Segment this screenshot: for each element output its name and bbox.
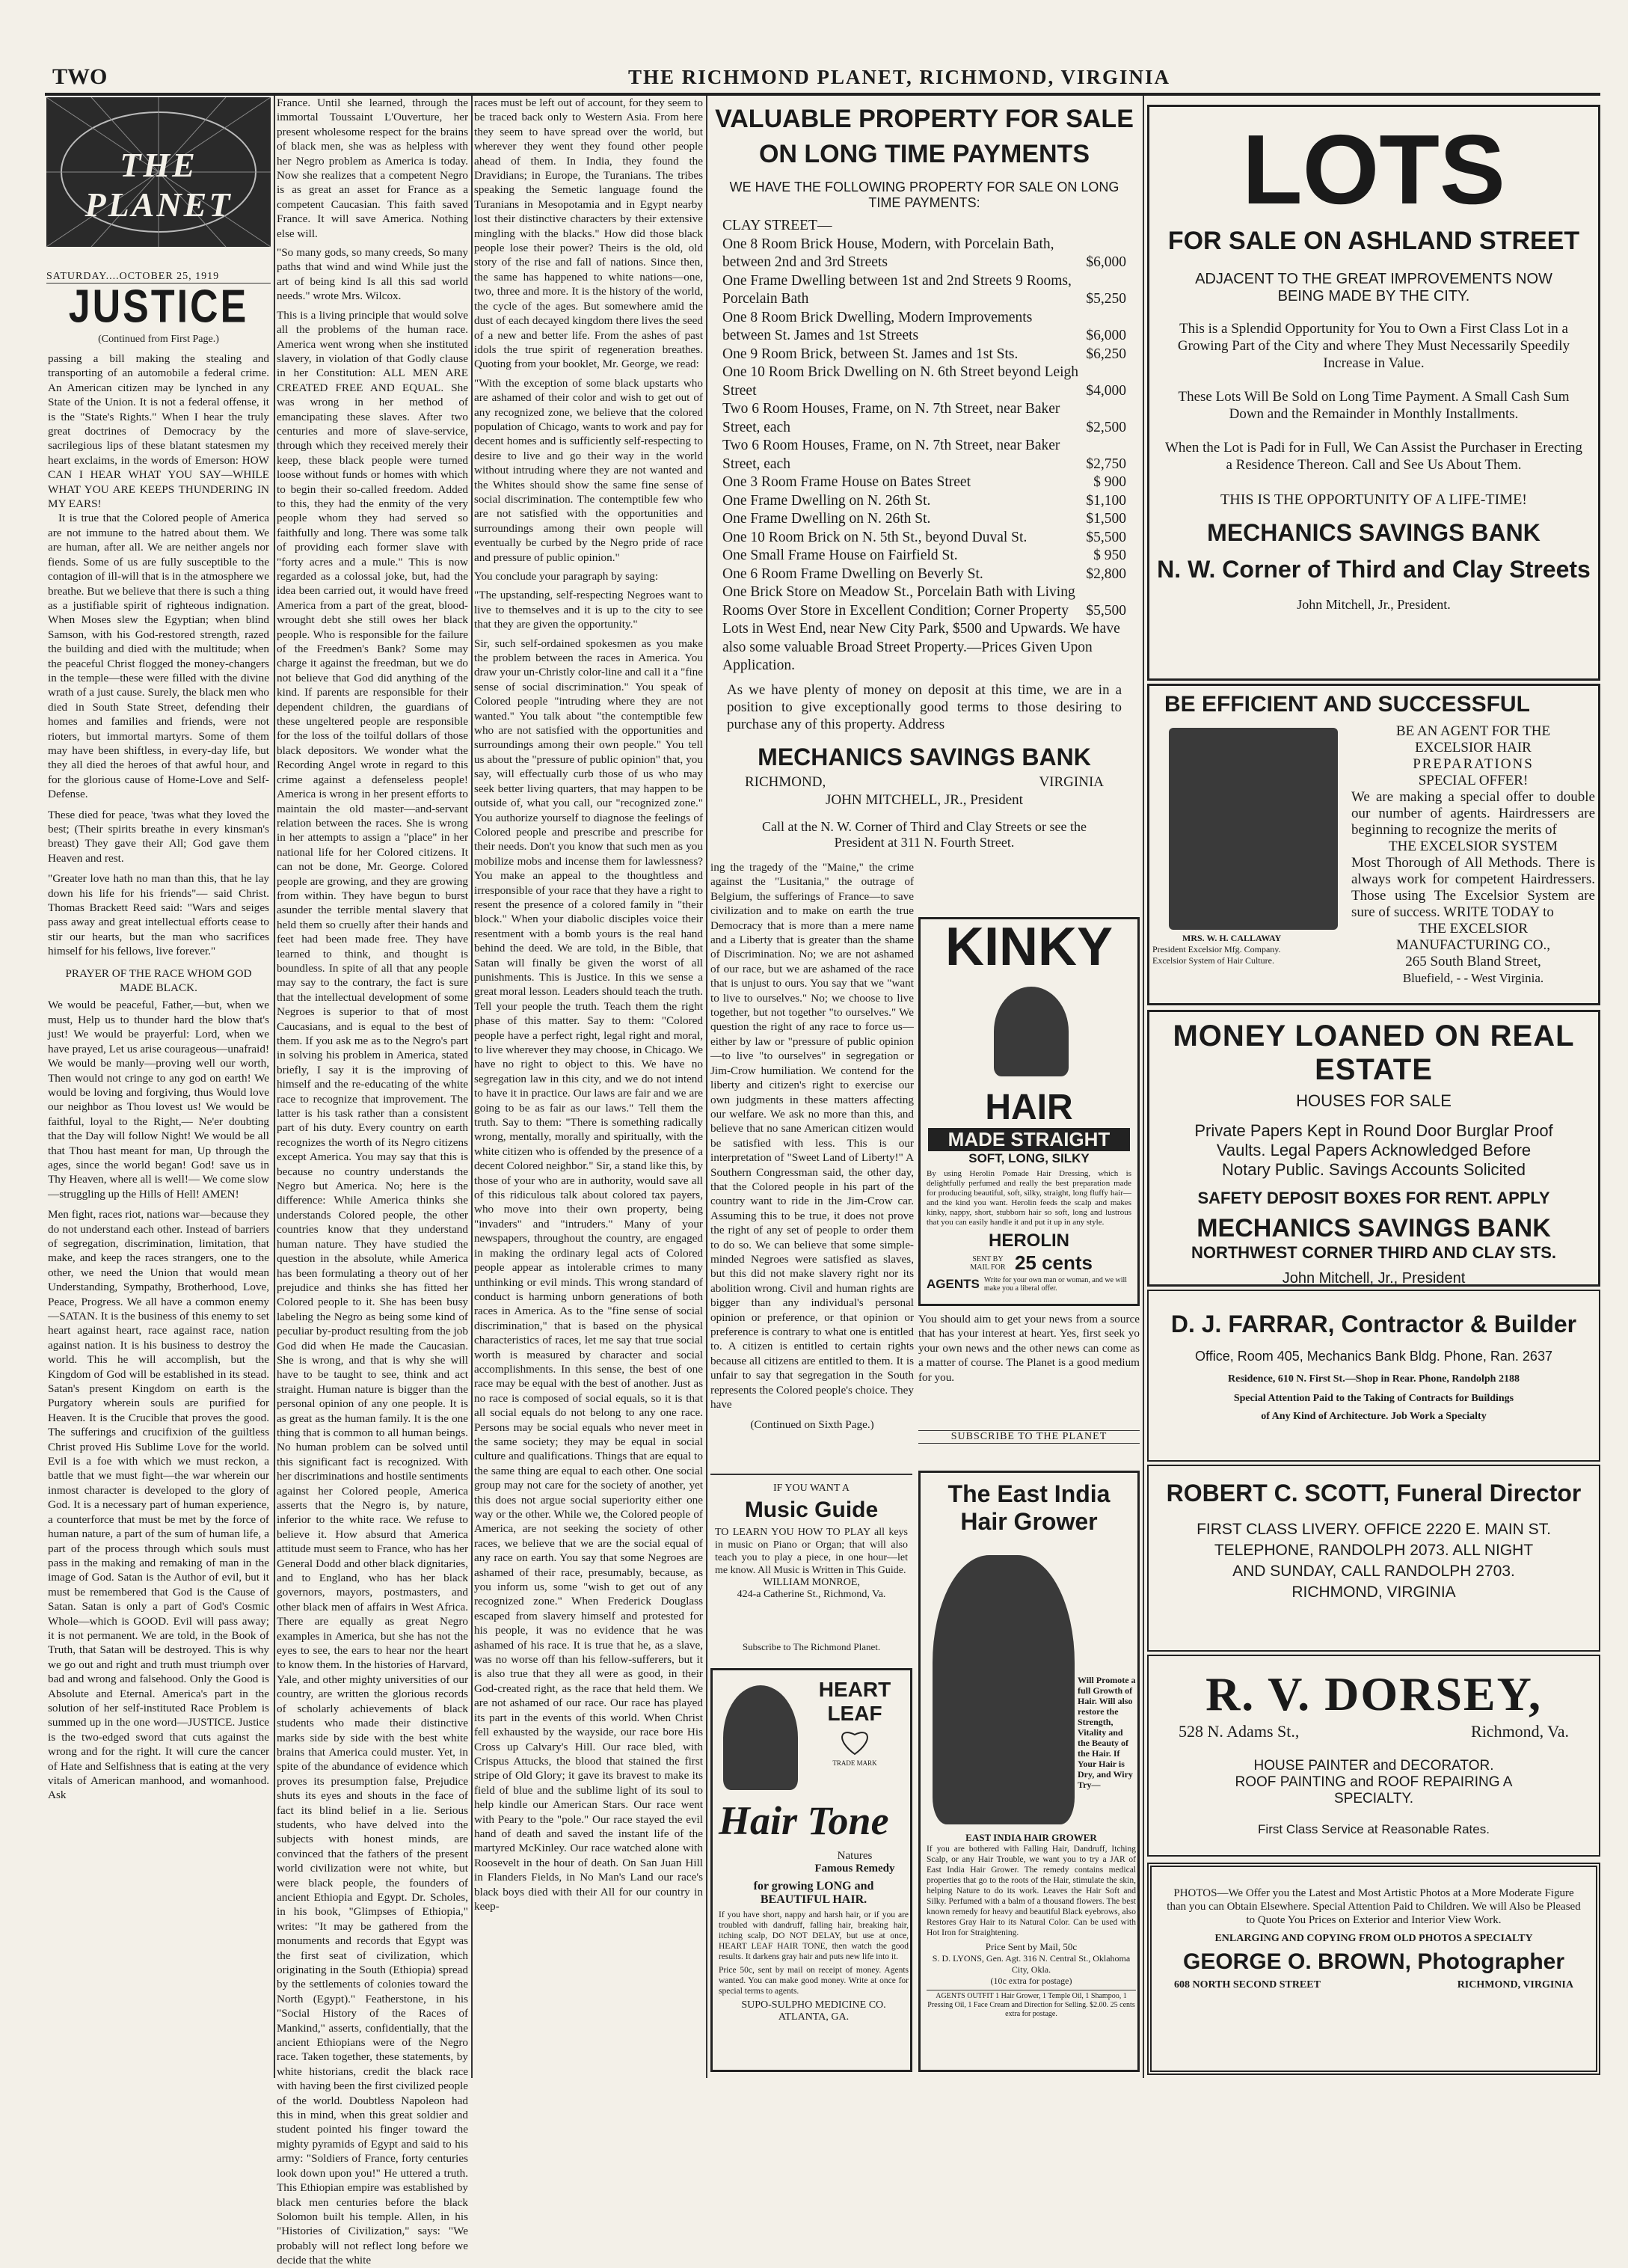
lots-corner: N. W. Corner of Third and Clay Streets [1157, 556, 1591, 583]
prayer-title: PRAYER OF THE RACE WHOM GOD MADE BLACK. [65, 966, 252, 995]
scott-line-4: RICHMOND, VIRGINIA [1291, 1584, 1456, 1601]
kinky-price [921, 1251, 1137, 1275]
newspaper-title: THE RICHMOND PLANET, RICHMOND, VIRGINIA [628, 66, 1171, 88]
east-india-agent: S. D. LYONS, Gen. Agt. 316 N. Central St., Oklahoma City, Okla. [932, 1953, 1131, 1975]
property-ad [709, 97, 1140, 859]
property-item [722, 547, 1126, 566]
column-rule [1143, 96, 1144, 2078]
heart-price: Price 50c, sent by mail on receipt of money. Agents wanted. You can make good money. Write at once for special terms to agents. [719, 1966, 909, 1996]
lots-president: John Mitchell, Jr., President. [1297, 597, 1451, 612]
property-item [722, 309, 1126, 346]
excelsior-system: THE EXCELSIOR SYSTEM [1389, 839, 1558, 854]
article-paragraph: passing a bill making the stealing and transporting of an automobile a federal crime. An American citizen may be lynched in any State of the Union. It is not a federal offense, it is the "State's Rights." When I hear the truly great doctrines of Democracy by the sacrilegious lips of these blatant statesmen my heart exclaims, in the words of Emerson: HOW CAN I HEAR WHAT YOU SAY—WHILE WHAT YOU ARE KEEPS THUNDERING IN MY EARS! [48, 352, 269, 511]
property-item [722, 272, 1126, 309]
poem: "So many gods, so many creeds, So many paths that wind and wind While just the art of being kind Is all this sad world needs." wrote Mrs. Wilcox. [277, 246, 468, 303]
brown-address: 608 NORTH SECOND STREET [1174, 1979, 1321, 1990]
dorsey-address-row [1179, 1722, 1569, 1741]
lots-subtitle: FOR SALE ON ASHLAND STREET [1167, 227, 1580, 255]
kinky-title: KINKY [944, 917, 1113, 977]
property-items [722, 236, 1126, 621]
heart-description: If you have short, nappy and harsh hair, or if you are troubled with dandruff, falling hair, breaking hair, itching scalp, DO NOT DELAY, but use at once, HEART LEAF HAIR TONE, then watch the good results. It darkens gray hair and puts new life into it. [719, 1910, 909, 1961]
east-india-price: Price Sent by Mail, 50c [985, 1941, 1078, 1952]
dateline: SATURDAY....OCTOBER 25, 1919 [46, 271, 271, 284]
article-paragraph: races must be left out of account, for they seem to be traced back only to Western Asia. From here they seem to have spread over the world, but wherever they went they found other people ahead of them. In India, they found the Dravidians; in Europe, the Turanians. The tribes speaking the Semetic language found the Turanians in Mesopotamia and in Egypt nearby lost their distinctive characters by their extensive mingling with the blacks." How did those black people lose their power? Theirs is the old, old story of the rise and fall of nations. Since then, the same has happened to white nations—one, two, three and more. It is the history of the world, the cycle of the ages. But somewhere amid the dust of each decayed kingdom there lives the seed of a new and better life. From the ashes of past idols the true spirit of regeneration breathes. Quoting from your booklet, Mr. George, we read: [474, 96, 703, 371]
woman-portrait [723, 1685, 798, 1790]
quotation: "With the exception of some black upstarts who are ashamed of their color and wish to get out of any recognized zone, we believe that the colored population of Chicago, wants to work and pay for decent homes and is sufficiently self-respecting to desire to live and go their way in the world without intruding where they are not wanted and the Whites should show the same fine sense of social discrimination. The contemptible few who are not satisfied with the opportunities and surroundings among their own people will eventually be curbed by the Negro pride of race and pressure of public opinion." [474, 376, 703, 564]
property-item [722, 566, 1126, 584]
property-title-1: VALUABLE PROPERTY FOR SALE [715, 105, 1134, 133]
excelsior-ad [1147, 684, 1600, 1005]
property-price: $ 900 [1093, 474, 1126, 490]
property-price: $ 950 [1093, 548, 1126, 563]
property-price: $6,000 [1086, 254, 1126, 270]
caption-system: Excelsior System of Hair Culture. [1152, 955, 1274, 966]
kinky-body: By using Herolin Pomade Hair Dressing, which is delightfully perfumed and really the best preparation made for producing beautiful, soft, silky, straight, long fluffy hair—and the kind you want. Herolin feeds the scalp and makes kinky, nappy, short, stubborn hair so soft, long and lustrous that you can easily handle it and put it up in any style. [927, 1169, 1131, 1227]
property-item [722, 364, 1126, 400]
money-bank: MECHANICS SAVINGS BANK [1197, 1214, 1551, 1242]
brown-address-row [1174, 1979, 1573, 1991]
bank-name: MECHANICS SAVINGS BANK [758, 743, 1091, 770]
price: 25 cents [1014, 1251, 1093, 1274]
property-price: $5,250 [1086, 291, 1126, 307]
music-body: TO LEARN YOU HOW TO PLAY all keys in music on Piano or Organ; that will also teach you to play a piece, in one hour—let me know. All Music is Written in This Guide. [715, 1527, 908, 1576]
beautiful-hair: BEAUTIFUL HAIR. [760, 1893, 867, 1906]
property-description: One Frame Dwelling between 1st and 2nd Streets 9 Rooms, Porcelain Bath [722, 272, 1072, 307]
property-description: One 8 Room Brick Dwelling, Modern Improvements between St. James and 1st Streets [722, 309, 1033, 343]
property-description: One 8 Room Brick House, Modern, with Porcelain Bath, between 2nd and 3rd Streets [722, 236, 1054, 270]
property-price: $1,500 [1086, 511, 1126, 527]
money-heading: MONEY LOANED ON REAL ESTATE [1173, 1020, 1575, 1086]
lots-paragraph-1: This is a Splendid Opportunity for You to Own a First Class Lot in a Growing Part of the City and where They Must Necessarily Speedily Increase in Value. [1177, 321, 1570, 371]
article-paragraph: You should aim to get your news from a source that has your interest at heart. Yes, first seek yo your own news and the other news can come as a matter of course. The Planet is a good medium for you. [918, 1313, 1140, 1384]
heart-tagline [802, 1850, 907, 1875]
property-description: One Brick Store on Meadow St., Porcelain Bath with Living Rooms Over Store in Excellent Condition; Corner Property [722, 584, 1075, 619]
heart-city: ATLANTA, GA. [778, 2011, 850, 2023]
poem: These died for peace, 'twas what they loved the best; (Their spirits breathe in every kinsman's breast) They gave their All; God gave them Heaven and rest. [48, 808, 269, 865]
woman-portrait [994, 987, 1069, 1076]
money-loaned-ad [1147, 1010, 1600, 1287]
excelsior-body-2: Most Thorough of All Methods. There is always work for competent Hairdressers. Those using The Excelsior System are sure of success. WRITE TODAY to [1351, 855, 1595, 920]
column-rule [274, 96, 275, 2078]
bank-city: RICHMOND, [745, 773, 826, 790]
justice-title: JUSTICE [68, 281, 249, 333]
property-price: $2,500 [1086, 419, 1126, 435]
property-item [722, 236, 1126, 272]
east-india-extra: (10c extra for postage) [990, 1976, 1072, 1986]
excelsior-line-2: EXCELSIOR HAIR [1415, 740, 1532, 756]
money-line-1: Private Papers Kept in Round Door Burglar Proof [1194, 1121, 1553, 1140]
bank-call-note: Call at the N. W. Corner of Third and Clay Streets or see the President at 311 N. Fourth Street. [761, 818, 1087, 850]
property-item [722, 529, 1126, 548]
property-item [722, 473, 1126, 492]
property-description: One 3 Room Frame House on Bates Street [722, 474, 971, 490]
bank-president: JOHN MITCHELL, JR., President [826, 791, 1023, 808]
music-if: IF YOU WANT A [772, 1483, 850, 1494]
famous-remedy: Famous Remedy [814, 1863, 895, 1875]
kinky-hair-ad [918, 917, 1140, 1306]
dorsey-ad [1147, 1655, 1600, 1857]
property-item [722, 437, 1126, 473]
article-paragraph: "Greater love hath no man than this, that he lay down his life for his friends"— said Christ. Thomas Brackett Reed said: "Wars and seiges pass away and great intellectual efforts cease to stir our hearts, but the man who sacrifices himself for his fellows, live forever." [48, 872, 269, 958]
article-paragraph: This is a living principle that would solve all the problems of the human race. America went wrong when she instituted slavery, in violation of that Godly clause in her Constitution: ALL MEN ARE CREATED FREE AND EQUAL. She was wrong in her method of emancipating these slaves. After two centuries and more of slave-service, through which they received merely their keep, these black people were turned loose without funds or homes with which to begin their so-called freedom. Added to this, they had the enmity of the very people whom they had served so faithfully and long. There was some talk of providing each former slave with "forty acres and a mule." This is now regarded as a colossal joke, but, had the idea been carried out, it would have freed America from a part of the great, blood-wrought debt she still owes her black people. Who is responsible for the failure of the Freedmen's Bank? Some may charge it against the freedman, but we do not believe that God did anything of the kind. If parents are responsible for their dependent children, the guardians of these ungeltered people are responsible for the loss of the toilful dollars of those black depositors. We wonder what the Recording Angel wrote in regard to this crime against a defenseless people! America is wrong in her present efforts to maintain the old master—and-servant relation between the races. She is wrong in her attempts to assign a "place" in her national life for her Colored citizens. It can not be done, Mr. George. Colored people are growing, and they are growing from within. They have begun to burst asunder the terrible mental slavery that held them so cruelly after their hands and feet had been made free. They have learned to think, and thought is boundless. In spite of all that any people may say to the contrary, the fact is sure that the intellectual development of some Negroes is superior to that of most Caucasians, and is equal to the best of them. If you ask me as to the Negro's part in solving his problem in America, stated briefly, I say it is the improving of himself and the re-educating of the white race to recognize that improvement. The latter is his task rather than a consistent part of his duty. Every country on earth recognizes the worth of its Negro citizens except America. You may say that this is because no country understands the Negro but America. No; here is the difference: While America thinks she understands Colored people, the other countries know that they understand human nature. They have studied the question in the absolute, while America has been formulating a theory out of her prejudice and thinks she has fitted her Colored people to it. She has been busy labeling the Negro as being some kind of peculiar by-product resulting from the job God did when He made the Caucasian. She is wrong, and that is why she will have to be taught to see, think and act straight. Human nature is bigger than the personal opinion of any one people. It is as great as the human family. It is the one thing that is common to all human beings. No human problem can be solved until this significant fact is recognized. With her discriminations and hostile sentiments against her Colored people, America asserts that the Negro is, by nature, inferior to the white race. We refuse to believe it. How absurd that America attitude must seem to France, who has her General Dodd and other black dignitaries, and to England, who has her black governors, mayors, postmasters, and other black men of affairs in West Africa. There are equally as great Negro examples in America, but she has not the eyes to see, the ears to hear nor the heart to know them. In the histories of Harvard, Yale, and other mighty universities of our country, are written the glorious records of scholarly achievements of black students who made their distinctive marks side by side with the best white brains that America could muster. Yet, in spite of the abundance of evidence which proves its presumption false, Prejudice shuts its eyes and shouts in the face of fact its blind belief in a lie. Serious students, who have delved into the subjects with honest minds, are convinced that the fathers of the present world civilization were not white, but were black people, the founders of ancient Ethiopia and Egypt. Dr. Scholes, in his book, "Glimpses of Ethiopia," writes: "It may be gathered from the monuments and records that Egypt was the first seat of civilization, which originating in the South (Ethiopia) spread by the settlements of colonies toward the North (Egypt)." Featherstone, in his "Social History of the Races of Mankind," asserts, confidentially, that the ancient Ethiopians were of the Negro race. Taken together, these statements, by white historians, credit the black race with having been the first civilized people of the world. Doubtless Napoleon had this in mind, when this great soldier and student pointed his finger toward the mighty pyramids of Egypt and said to his army: "Soldiers of France, forty centuries look down upon you!" He uttered a truth. This Ethiopian empire was established by black men centuries before the black Solomon built his temple. Allen, in his "Histories of Civilization," says: "We probably will not reflect long before we decide that the white [277, 308, 468, 2267]
excelsior-body: We are making a special offer to double our number of agents. Hairdressers are beginning to recognize the merits of [1351, 789, 1595, 838]
lots-paragraph-2: These Lots Will Be Sold on Long Time Payment. A Small Cash Sum Down and the Remainder in Monthly Installments. [1178, 389, 1570, 422]
quotation: "The upstanding, self-respecting Negroes want to live to themselves and it is up to the city to see that they are given the opportunity." [474, 589, 703, 631]
column-1 [48, 352, 269, 2079]
lots-adjacent: ADJACENT TO THE GREAT IMPROVEMENTS NOW BEING MADE BY THE CITY. [1195, 271, 1552, 304]
houses-for-sale: HOUSES FOR SALE [1296, 1091, 1452, 1110]
property-description: One 6 Room Frame Dwelling on Beverly St. [722, 566, 983, 582]
property-price: $2,800 [1086, 566, 1126, 582]
column-rule [706, 96, 707, 2078]
farrar-line-4: of Any Kind of Architecture. Job Work a Specialty [1261, 1411, 1487, 1422]
heart-leaf-logo [802, 1678, 907, 1767]
lots-paragraph-3: When the Lot is Padi for in Full, We Can Assist the Purchaser in Erecting a Residence Thereon. Call and See Us About Them. [1164, 440, 1582, 473]
money-president: John Mitchell, Jr., President [1282, 1270, 1466, 1287]
soft-long-silky: SOFT, LONG, SILKY [968, 1151, 1090, 1165]
hair-tone-title: Hair Tone [719, 1798, 889, 1843]
dorsey-line-2: ROOF PAINTING and ROOF REPAIRING A SPECIALTY. [1235, 1774, 1513, 1806]
made-straight: MADE STRAIGHT [928, 1128, 1130, 1151]
money-corner: NORTHWEST CORNER THIRD AND CLAY STS. [1191, 1243, 1557, 1262]
scott-heading: ROBERT C. SCOTT, Funeral Director [1166, 1480, 1582, 1507]
farrar-line-2: Residence, 610 N. First St.—Shop in Rear. Phone, Randolph 2188 [1228, 1373, 1520, 1385]
dorsey-line-3: First Class Service at Reasonable Rates. [1258, 1822, 1490, 1836]
caption-name: MRS. W. H. CALLAWAY [1182, 933, 1282, 943]
east-india-description: If you are bothered with Falling Hair, Dandruff, Itching Scalp, or any Hair Trouble, we want you to try a JAR of East India Hair Grower. The remedy contains medical properties that go to the roots of the Hair, stimulate the skin, helping Nature to do its work. Leaves the Hair Soft and Silky. Perfumed with a balm of a thousand flowers. The best known remedy for heavy and beautiful Black eyebrows, also Restores Gray Hair to its Natural Color. Can be used with Hot Iron for Straightening. [927, 1845, 1136, 1937]
dorsey-city: Richmond, Va. [1471, 1722, 1569, 1741]
music-title: Music Guide [744, 1498, 879, 1522]
for-growing: for growing LONG and [753, 1880, 874, 1892]
logo-text: THE PLANET [85, 146, 233, 224]
property-subtitle: WE HAVE THE FOLLOWING PROPERTY FOR SALE ON LONG TIME PAYMENTS: [729, 180, 1119, 210]
hair-label: HAIR [985, 1088, 1073, 1127]
excelsior-place: Bluefield, - - West Virginia. [1402, 971, 1544, 985]
property-description: Two 6 Room Houses, Frame, on N. 7th Street, near Baker Street, each [722, 438, 1060, 472]
dorsey-heading: R. V. DORSEY, [1205, 1667, 1542, 1720]
brown-enlarging: ENLARGING AND COPYING FROM OLD PHOTOS A SPECIALTY [1214, 1933, 1533, 1944]
east-india-body [927, 1832, 1136, 2019]
scott-line-1: FIRST CLASS LIVERY. OFFICE 2220 E. MAIN ST. [1197, 1521, 1551, 1538]
masthead [45, 63, 1600, 96]
subscribe-note: Subscribe to The Richmond Planet. [742, 1641, 881, 1652]
brown-city: RICHMOND, VIRGINIA [1457, 1979, 1573, 1990]
bank-location [745, 774, 1104, 791]
kinky-agents [927, 1276, 1131, 1293]
property-price: $6,000 [1086, 328, 1126, 343]
east-india-brand: EAST INDIA HAIR GROWER [965, 1832, 1097, 1843]
agents-note: Write for your own man or woman, and we will make you a liberal offer. [983, 1276, 1128, 1293]
property-description: One 10 Room Brick Dwelling on N. 6th Street beyond Leigh Street [722, 364, 1079, 399]
leaf-label: LEAF [827, 1702, 882, 1725]
sent-label: SENT BY MAIL FOR [970, 1254, 1006, 1272]
article-paragraph: It is true that the Colored people of America are not immune to the hatred about them. We are human, after all. We are neither angels nor fiends. Some of us are fully susceptible to the contagion of ill-will that is in the atmosphere we breathe. But we believe that there is such a thing as a justifiable spirit of righteous indignation. When Moses slew the Egyptian; when blind Samson, with his God-restored strength, razed the building and died with the multitude; when the peaceful Christ flogged the money-changers in the temple—these were filled with the divine wrath of a just cause. Surely, the black men who died in South State Street, defending their homes and families and friends, were not rioters, but immortal martyrs. Some of them may have been shiftless, in every-day life, but they all died the heroes of that awful hour, and for the glorious cause of Home-Love and Self-Defense. [48, 512, 269, 801]
farrar-ad [1147, 1290, 1600, 1462]
scott-line-3: AND SUNDAY, CALL RANDOLPH 2703. [1232, 1563, 1515, 1580]
east-india-title-2: Hair Grower [960, 1508, 1098, 1535]
article-paragraph: France. Until she learned, through the immortal Toussaint L'Ouverture, her present wholesome respect for the brains of black men, she was as helpless with her Negro problem as America is today. Now she realizes that a competent Negro is as great an asset for France as a competent Caucasian. This faith saved France. It will save America. Nothing else will. [277, 96, 468, 240]
excelsior-line-4: SPECIAL OFFER! [1418, 773, 1529, 788]
property-title-2: ON LONG TIME PAYMENTS [758, 140, 1090, 168]
portrait-caption [1152, 933, 1354, 966]
heart-leaf-ad [710, 1668, 912, 2072]
heart-company: SUPO-SULPHO MEDICINE CO. [741, 1999, 886, 2011]
planet-logo [46, 97, 271, 247]
property-description: One Frame Dwelling on N. 26th St. [722, 511, 931, 527]
subscribe-banner: SUBSCRIBE TO THE PLANET [918, 1430, 1140, 1444]
property-item [722, 583, 1126, 620]
excelsior-address: 265 South Bland Street, [1405, 954, 1541, 969]
property-price: $5,500 [1086, 602, 1126, 619]
music-guide-ad [710, 1474, 912, 1623]
dorsey-line-1: HOUSE PAINTER and DECORATOR. [1253, 1758, 1494, 1774]
planet-note [918, 1312, 1140, 1432]
street-label: CLAY STREET— [722, 218, 832, 233]
excelsior-text [1351, 723, 1595, 987]
lots-opportunity: THIS IS THE OPPORTUNITY OF A LIFE-TIME! [1220, 491, 1527, 508]
caption-title: President Excelsior Mfg. Company. [1152, 944, 1281, 954]
property-description: One Frame Dwelling on N. 26th St. [722, 492, 931, 509]
herolin-brand: HEROLIN [989, 1230, 1069, 1251]
east-india-footer: AGENTS OUTFIT 1 Hair Grower, 1 Temple Oil, 1 Shampoo, 1 Pressing Oil, 1 Face Cream and Direction for Selling. $2.00. 25 cents extra for postage. [927, 1990, 1136, 2019]
farrar-line-3: Special Attention Paid to the Taking of Contracts for Buildings [1233, 1393, 1514, 1404]
heart-leaf-icon [836, 1726, 873, 1756]
article-paragraph: Sir, such self-ordained spokesmen as you make the problem between the races in America. You draw your un-Christly color-line and call it a "fine sense of social discrimination." You speak of Colored people "intruding where they are not wanted." You talk about "the contemptible few who are not satisfied with the opportunities and surroundings among their own people." You tell us about the "pressure of public opinion" that, you say, will effectually curb those of us who may seek better living quarters, that may happen to be outside of, what you call, our "recognized zone." You authorize yourself to diagnose the feelings of Colored people and prescribe and prescribe for their needs. Don't you know that such men as you mobilize mobs and incense them for lawlessness? You make an appeal to the thoughtless and irresponsible of your race that they have a right to resent the presence of a colored family in "their block." When your diabolic disciples voice their resentment with a bomb yours is the real hand behind the deed. We are told, in the Bible, that Satan will finally be given the worst of all punishments. This is Justice. In this we sense a great moral lesson. Leaders should teach the truth. Tell your people the truth. Teach them the right phase of this matter. Say to them: "Colored people have a perfect right, legal right and moral, to live wherever they may choose, in Chicago. We have no right to object to this. We have no segregation law in this city, and we do not intend to have it in practice. Our laws are fair and we are going to be as fair as our laws." Tell them the truth. Say to them: "There is something radically wrong, mentally, morally and spiritually, with the white citizen who is offended by the presence of a decent Colored neighbor." Sir, a stand like this, by those of your who are in authority, would save all of this ridiculous talk about colored tax payers, who move into their own property, being "invaders" and "intruders." Many of your newspapers, throughout the country, are engaged in making the ordinary legal acts of Colored people appear as intolerable crimes to many unthinking or evil minds. This wrong standard of conduct is harming unborn generations of both races in America. As to the "fine sense of social discrimination," that is based on the physical characteristics of races, let me say that true social worth is measured by character and social accomplishments. In this sense, the best of one race may be equal with the best of another. Just as no race is composed of social equals, so it is that all social equals do not belong to any one race. Persons may be social equals who never meet in the same society; they may be equal in social culture and qualifications. Things that are equal to the same thing are equal to each other. One social group may not care for the society of another, yet this does not argue social superiority either one way or the other. While we, the Colored people of America, are not seeking the society of other races, we believe that we are the social equal of any race on earth. You say that some Negroes are ashamed of their race, presumably, because, as you inform us, some "wish to get out of any recognized zone." When Frederick Douglass escaped from slavery himself and protested for his people, it was no evidence that he was ashamed of his race. It is true that he, as a slave, was no worse off than his fellow-sufferers, but it is also true that they all were as good, in their God-created right, as the race that held them. We are not ashamed of our race. Our race has played its part in the events of this world. When Christ fell exhausted by the wayside, our race bore His Cross up Calvary's Hill. Our race bled, with Crispus Attucks, the blood that stained the first stripe of Old Glory; it gave its bravest to make its field of blue and the sublime light of its soul to help kindle our American Stars. Our race went with Peary to the "pole." Our race stayed the evil hand of death and saved the instant life of the martyred McKinley. Our race watched alone with Roosevelt in the hour of death. On San Juan Hill in Flanders Fields, in No Man's Land our race's black boys died with their All for our country in keep- [474, 637, 703, 1913]
property-price: $2,750 [1086, 456, 1126, 472]
property-description: One 9 Room Brick, between St. James and 1st Sts. [722, 346, 1019, 362]
property-price: $1,100 [1086, 492, 1126, 509]
property-price: $5,500 [1086, 529, 1126, 545]
justice-heading [46, 281, 271, 346]
farrar-line-1: Office, Room 405, Mechanics Bank Bldg. Phone, Ran. 2637 [1195, 1349, 1552, 1364]
property-description: Two 6 Room Houses, Frame, on N. 7th Street, near Baker Street, each [722, 401, 1060, 435]
column-3 [474, 96, 703, 2078]
lots-ad [1147, 105, 1600, 681]
column-2 [277, 96, 468, 2267]
lots-note: Lots in West End, near New City Park, $500 and Upwards. We have also some valuable Broad Street Property.—Prices Given Upon Application. [722, 621, 1120, 673]
property-description: One 10 Room Brick on N. 5th St., beyond Duval St. [722, 529, 1028, 545]
brown-photographer-ad [1147, 1863, 1600, 2075]
page-number: TWO [52, 64, 108, 89]
continued-note: (Continued on Sixth Page.) [750, 1418, 874, 1432]
music-name: WILLIAM MONROE, [763, 1577, 860, 1588]
east-india-side: Will Promote a full Growth of Hair. Will also restore the Strength, Vitality and the Beauty of the Hair. If Your Hair is Dry, and Wiry Try— [1078, 1675, 1136, 1790]
east-india-title-1: The East India [947, 1480, 1111, 1507]
excelsior-company-2: MANUFACTURING CO., [1395, 937, 1551, 953]
brown-name: GEORGE O. BROWN, Photographer [1182, 1949, 1564, 1974]
safety-deposit: SAFETY DEPOSIT BOXES FOR RENT. APPLY [1197, 1189, 1550, 1207]
excelsior-line-1: BE AN AGENT FOR THE [1395, 723, 1551, 739]
column-rule [471, 96, 473, 2078]
east-india-ad [918, 1471, 1140, 2072]
property-price: $4,000 [1086, 382, 1126, 399]
justice-subtitle: (Continued from First Page.) [98, 334, 219, 345]
excelsior-heading: BE EFFICIENT AND SUCCESSFUL [1164, 692, 1530, 717]
prayer-text: We would be peaceful, Father,—but, when we must, Help us to thunder hard the blow that's just! We would be prayerful: Lord, when we have prayed, Let us arise courageous—unafraid! We would be manly—proving well our worth, Then would not cringe to any god on earth! We would be loving and forgiving, thus Would love our neighbor as Thou lovest us! We would be faithful, loyal to the Right,— Ne'er doubting that the Day will follow Night! We would be all that Thou hast meant for man, Up through the ages, since the world began! God! save us in Thy Heaven, where all is well!— We come slow—struggling up the Hills of Hell! AMEN! [48, 999, 269, 1201]
trade-mark: TRADE MARK [832, 1759, 877, 1767]
lots-bank: MECHANICS SAVINGS BANK [1207, 519, 1541, 546]
property-item [722, 346, 1126, 364]
article-paragraph: Men fight, races riot, nations war—because they do not understand each other. Instead of barriers of segregation, discrimination, limitation, that make, and keep the races strangers, one to the other, we need the Union that would mean Understanding, Sympathy, Brotherhood, Love, Peace, Progress. We all have a common enemy—SATAN. It is the business of this enemy to set heart against heart, race against race, nation against nation. It is his business to destroy the world. This he will accomplish, but the Kingdom of God will be established in its stead. Satan's present Kingdom on earth is the Purgatory wherein souls are purified for Heaven. It is the Crucible that proves the good. The sufferings and crucifixion of the guiltless Christ proved His Sublime Love for the world. Evil is a foe with which we must reckon, a battle that we must fight—the war wherein our inmost character is developed to the glory of God. It is a necessary part of human experience, a counterforce that must be met by the force of human nature, a part of the sum of human life, a part of the process through which souls must pass in the making and remaking of man in the image of God. Satan is the Author of evil, but it must be remembered that God is the Cause of Satan. Satan is only a part of God's Cosmic Whole—which is GOOD. Evil will pass away; it is not permanent. We are told, in the Book of Truth, that Satan will be destroyed. This is why we go out and right and truth must triumph over bad and wrong and falsehood. Only the Good is Absolute and Eternal. America's part in the solution of her self-instituted Race Problem is summed up in the one word—JUSTICE. Justice is the two-edged sword that cuts against the wrong and for the right. It will cure the cancer of Hate and Selfishness that is eating at the very vitals of American manhood, and womanhood. Ask [48, 1208, 269, 1802]
money-line-3: Notary Public. Savings Accounts Solicited [1222, 1160, 1526, 1179]
woman-portrait [933, 1555, 1075, 1824]
heart-body [719, 1880, 909, 2023]
article-paragraph: ing the tragedy of the "Maine," the crime against the "Lusitania," the outrage of Belgium, the sufferings of France—to save civilization and to make on earth the true Democracy that is more than a mere name and a Liberty that is greater than the shame of Discrimination. No; we are not ashamed of our race, but we are ashamed of the race that is unjust to ours. You say that we "want to live to ourselves." No; we choose to live together, but not together "to ourselves." We question the right of any race to force us—either by law or "pressure of public opinion—to live "to ourselves" in segregation or Jim-Crow humiliation. We contend for the liberty and citizen's right to exercise our own judgments in these matters affecting our welfare. We ask no more than this, and believe that no sane American citizen would be satisfied with less. This is our interpretation of "Sweet Land of Liberty!" A Southern Congressman said, the other day, that the Colored people in his part of the country want to ride in the Jim-Crow car. Assuming this to be true, it does not prove the right of any set of people to order them to do so. We can believe that some simple-minded Negroes were satisfied as slaves, but this did not make slavery right nor its abolition wrong. Civil and human rights are bigger than any individual's personal opinion or preference, or that opinion or preference is contrary to what one is entitled to. A citizen is entitled to certain rights because all citizens are entitled to them. It is unfair to say that segregation in the South represents the Colored people's choice. They have [710, 861, 914, 1412]
callaway-portrait [1169, 728, 1338, 930]
scott-line-2: TELEPHONE, RANDOLPH 2073. ALL NIGHT [1214, 1542, 1534, 1559]
excelsior-company-1: THE EXCELSIOR [1418, 921, 1529, 937]
bank-state: VIRGINIA [1039, 773, 1104, 790]
property-item [722, 510, 1126, 529]
natures: Natures [837, 1850, 873, 1862]
farrar-heading: D. J. FARRAR, Contractor & Builder [1170, 1311, 1577, 1337]
brown-text: PHOTOS—We Offer you the Latest and Most Artistic Photos at a More Moderate Figure than you can Obtain Elsewhere. Special Attention Paid to Children. We will Also be Pleased to Quote You Prices on Exterior and Interior View Work. [1167, 1887, 1581, 1926]
scott-ad [1147, 1465, 1600, 1652]
music-addr: 424-a Catherine St., Richmond, Va. [737, 1589, 886, 1600]
column-4-text [710, 860, 914, 1451]
article-paragraph: You conclude your paragraph by saying: [474, 570, 659, 583]
property-item [722, 400, 1126, 437]
lots-title: LOTS [1242, 114, 1505, 224]
property-price: $6,250 [1086, 346, 1126, 362]
property-item [722, 492, 1126, 511]
money-line-2: Vaults. Legal Papers Acknowledged Before [1216, 1141, 1532, 1159]
dorsey-address: 528 N. Adams St., [1179, 1722, 1300, 1741]
property-list [709, 217, 1140, 675]
heart-label: HEART [818, 1678, 891, 1701]
excelsior-line-3: PREPARATIONS [1413, 756, 1534, 772]
agents-label: AGENTS [927, 1277, 980, 1291]
money-note: As we have plenty of money on deposit at this time, we are in a position to give exceptionally good terms to those desiring to purchase any of this property. Address [727, 681, 1122, 732]
property-description: One Small Frame House on Fairfield St. [722, 548, 958, 563]
